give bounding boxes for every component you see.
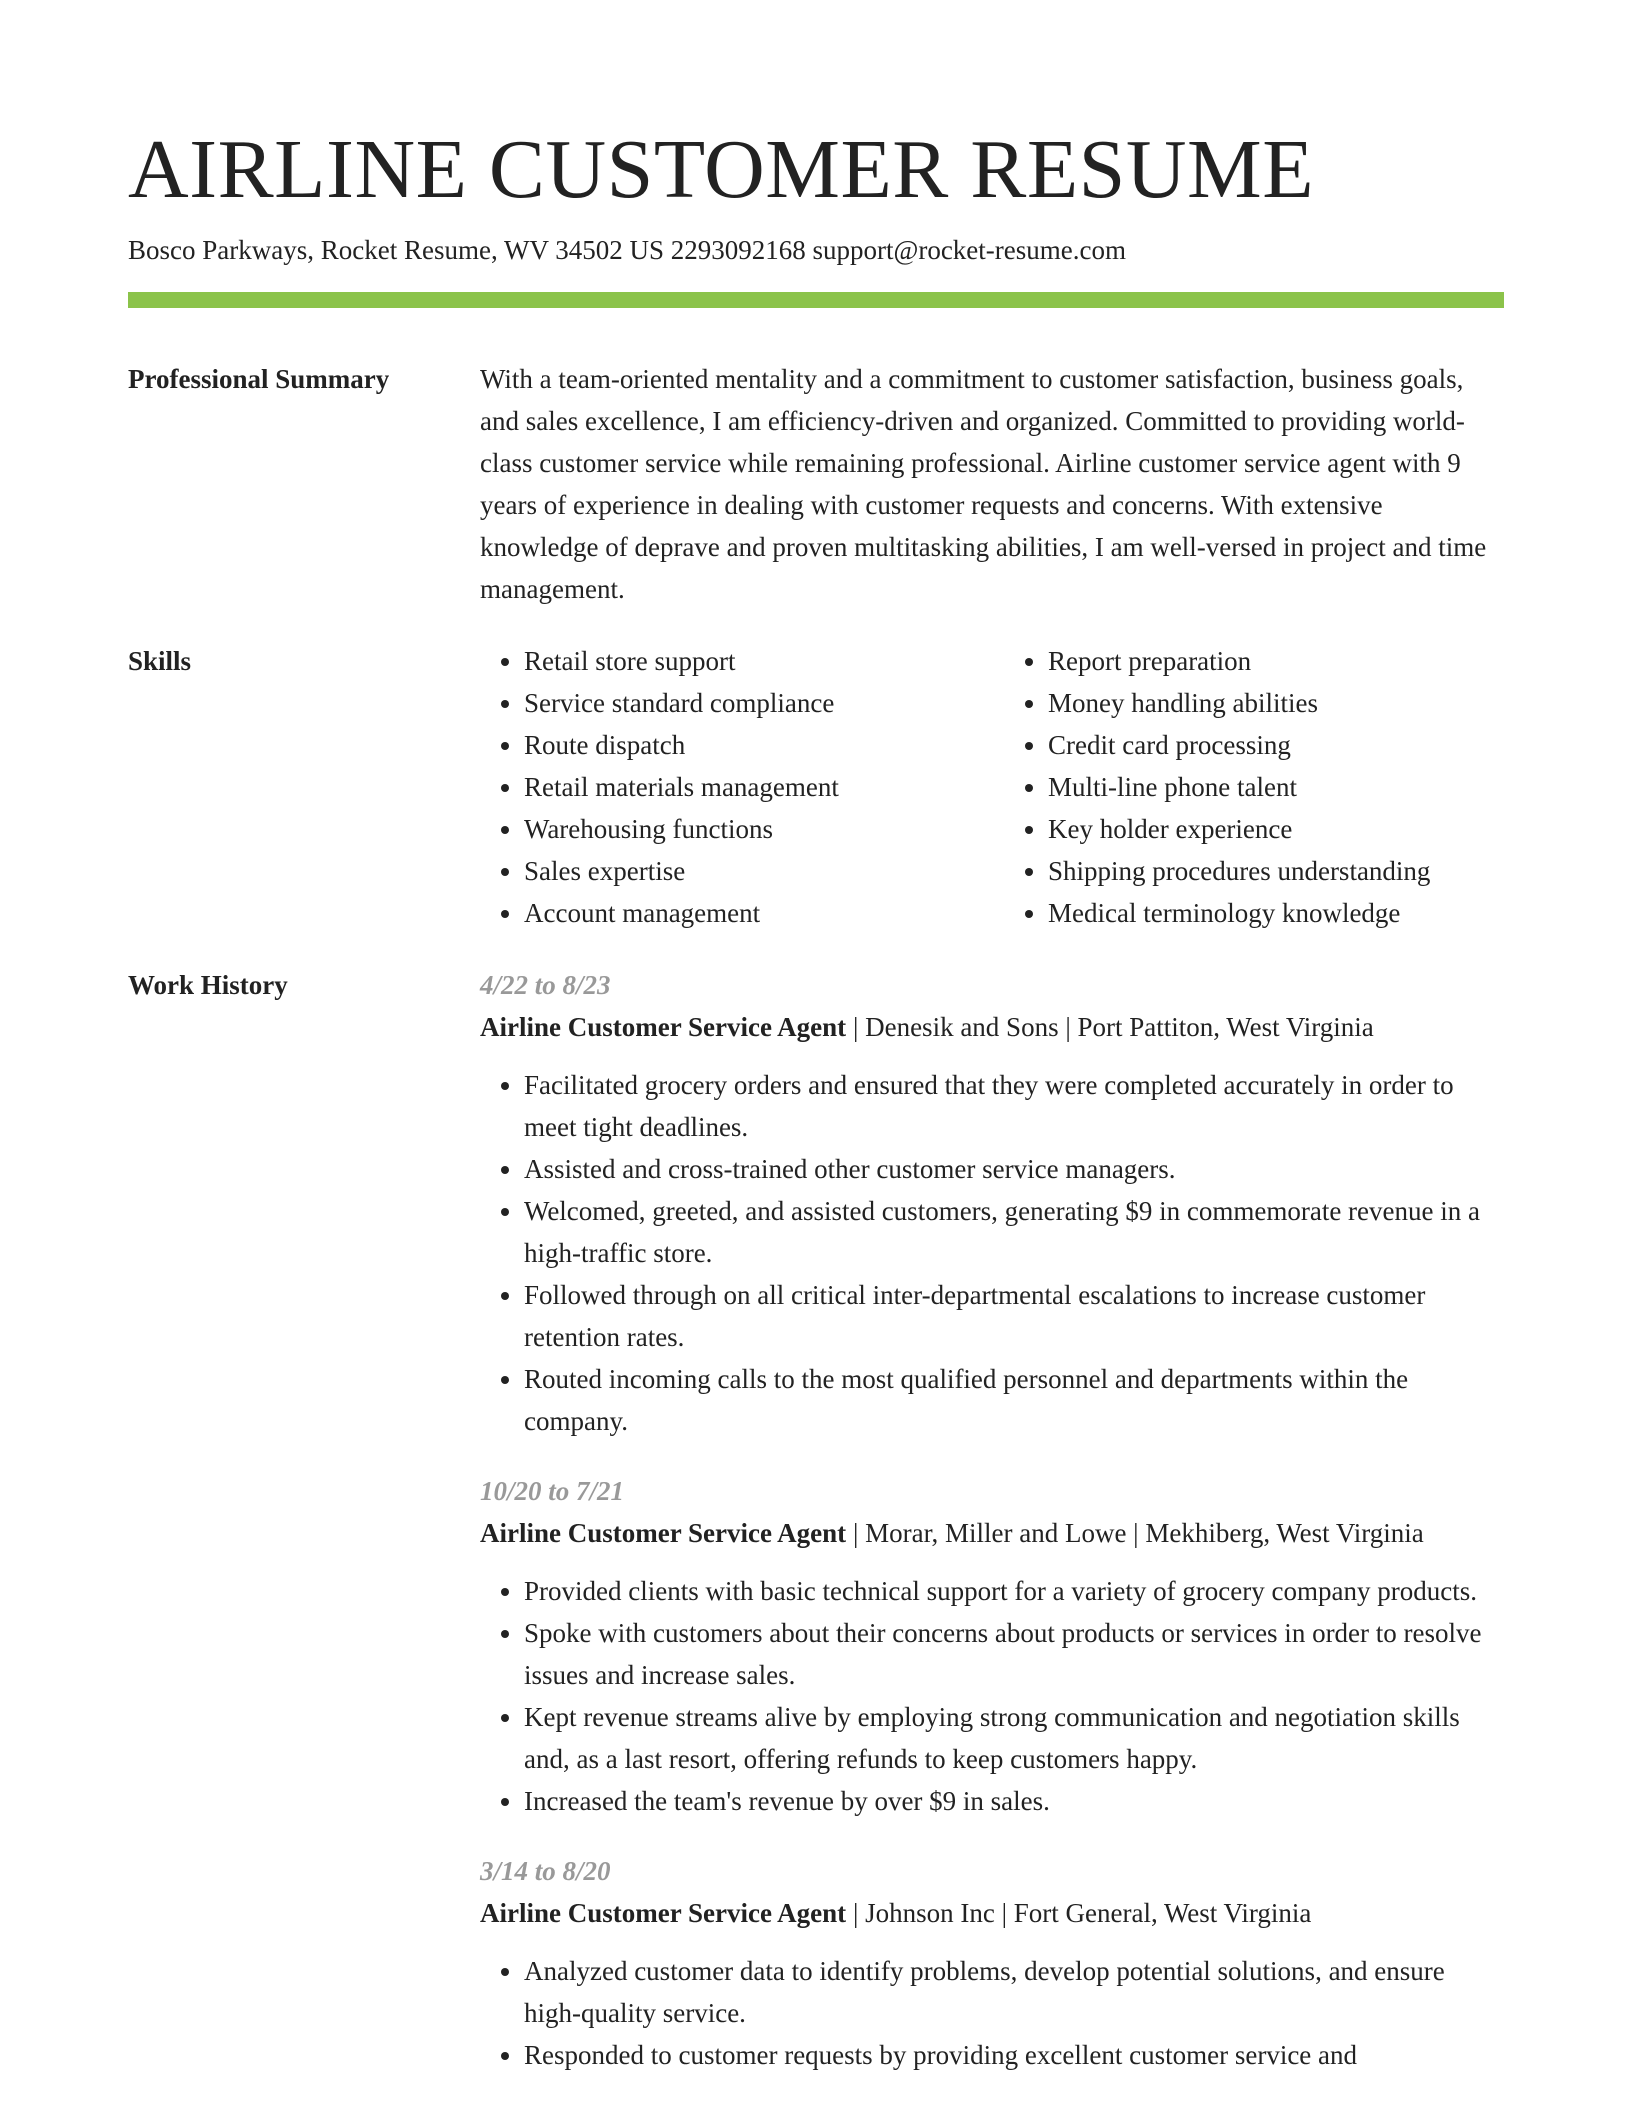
section-label: Professional Summary bbox=[128, 364, 390, 394]
job-bullet: • Provided clients with basic technical support for a variety of grocery company products. bbox=[524, 1570, 1504, 1612]
job-dates: 10/20 to 7/21 bbox=[480, 1476, 625, 1506]
job-bullet: • Spoke with customers about their concerns about products or services in order to resolve issues and increase sales. bbox=[524, 1612, 1504, 1696]
work-history-list bbox=[480, 964, 1504, 2104]
skills-list-left bbox=[480, 640, 984, 934]
skill-item: • Key holder experience bbox=[1048, 808, 1488, 850]
skill-item: • Account management bbox=[524, 892, 984, 934]
section-label: Skills bbox=[128, 646, 192, 676]
skill-item: • Retail store support bbox=[524, 640, 984, 682]
resume-title: AIRLINE CUSTOMER RESUME bbox=[128, 123, 1315, 216]
skill-item: • Retail materials management bbox=[524, 766, 984, 808]
skills-section bbox=[128, 640, 1504, 934]
job-title: Airline Customer Service Agent bbox=[480, 1012, 847, 1042]
job-bullets bbox=[480, 1064, 1504, 1442]
job-heading bbox=[480, 1892, 1504, 1934]
job-bullet: • Facilitated grocery orders and ensured that they were completed accurately in order to meet tight deadlines. bbox=[524, 1064, 1504, 1148]
skill-item: • Sales expertise bbox=[524, 850, 984, 892]
skill-item: • Medical terminology knowledge bbox=[1048, 892, 1488, 934]
job-bullet: • Followed through on all critical inter-departmental escalations to increase customer retention rates. bbox=[524, 1274, 1504, 1358]
job-bullets bbox=[480, 1570, 1504, 1822]
job-heading bbox=[480, 1512, 1504, 1554]
job-entry bbox=[480, 964, 1504, 1442]
job-title: Airline Customer Service Agent bbox=[480, 1898, 847, 1928]
job-title: Airline Customer Service Agent bbox=[480, 1518, 847, 1548]
skill-item: • Shipping procedures understanding bbox=[1048, 850, 1488, 892]
skill-item: • Multi-line phone talent bbox=[1048, 766, 1488, 808]
job-heading bbox=[480, 1006, 1504, 1048]
contact-line: Bosco Parkways, Rocket Resume, WV 34502 US 2293092168 support@rocket-resume.com bbox=[128, 235, 1126, 265]
section-label: Work History bbox=[128, 970, 288, 1000]
skill-item: • Money handling abilities bbox=[1048, 682, 1488, 724]
skills-list-right bbox=[1004, 640, 1488, 934]
job-bullet: • Responded to customer requests by providing excellent customer service and bbox=[524, 2034, 1504, 2076]
job-company-location: | Morar, Miller and Lowe | Mekhiberg, West Virginia bbox=[846, 1518, 1424, 1548]
professional-summary-section bbox=[128, 358, 1504, 610]
skill-item: • Route dispatch bbox=[524, 724, 984, 766]
skills-grid bbox=[480, 640, 1504, 934]
skill-item: • Service standard compliance bbox=[524, 682, 984, 724]
job-company-location: | Johnson Inc | Fort General, West Virginia bbox=[846, 1898, 1312, 1928]
job-entry bbox=[480, 1850, 1504, 2076]
job-bullets bbox=[480, 1950, 1504, 2076]
job-dates: 4/22 to 8/23 bbox=[480, 970, 611, 1000]
summary-text: With a team-oriented mentality and a commitment to customer satisfaction, business goals, and sales excellence, I am efficiency-driven and organized. Committed to providing world-class customer service while remaining professional. Airline customer service agent with 9 years of experience in dealing with customer requests and concerns. With extensive knowledge of deprave and proven multitasking abilities, I am well-versed in project and time management. bbox=[480, 364, 1487, 604]
header-divider bbox=[128, 292, 1504, 308]
job-bullet: • Assisted and cross-trained other customer service managers. bbox=[524, 1148, 1504, 1190]
job-bullet: • Kept revenue streams alive by employing strong communication and negotiation skills and, as a last resort, offering refunds to keep customers happy. bbox=[524, 1696, 1504, 1780]
job-bullet: • Analyzed customer data to identify problems, develop potential solutions, and ensure high-quality service. bbox=[524, 1950, 1504, 2034]
job-bullet: • Routed incoming calls to the most qualified personnel and departments within the company. bbox=[524, 1358, 1504, 1442]
work-history-section bbox=[128, 964, 1504, 2104]
skill-item: • Warehousing functions bbox=[524, 808, 984, 850]
job-entry bbox=[480, 1470, 1504, 1822]
job-dates: 3/14 to 8/20 bbox=[480, 1856, 611, 1886]
job-bullet: • Welcomed, greeted, and assisted customers, generating $9 in commemorate revenue in a high-traffic store. bbox=[524, 1190, 1504, 1274]
job-bullet: • Increased the team's revenue by over $9 in sales. bbox=[524, 1780, 1504, 1822]
skill-item: • Credit card processing bbox=[1048, 724, 1488, 766]
skill-item: • Report preparation bbox=[1048, 640, 1488, 682]
job-company-location: | Denesik and Sons | Port Pattiton, West Virginia bbox=[846, 1012, 1374, 1042]
